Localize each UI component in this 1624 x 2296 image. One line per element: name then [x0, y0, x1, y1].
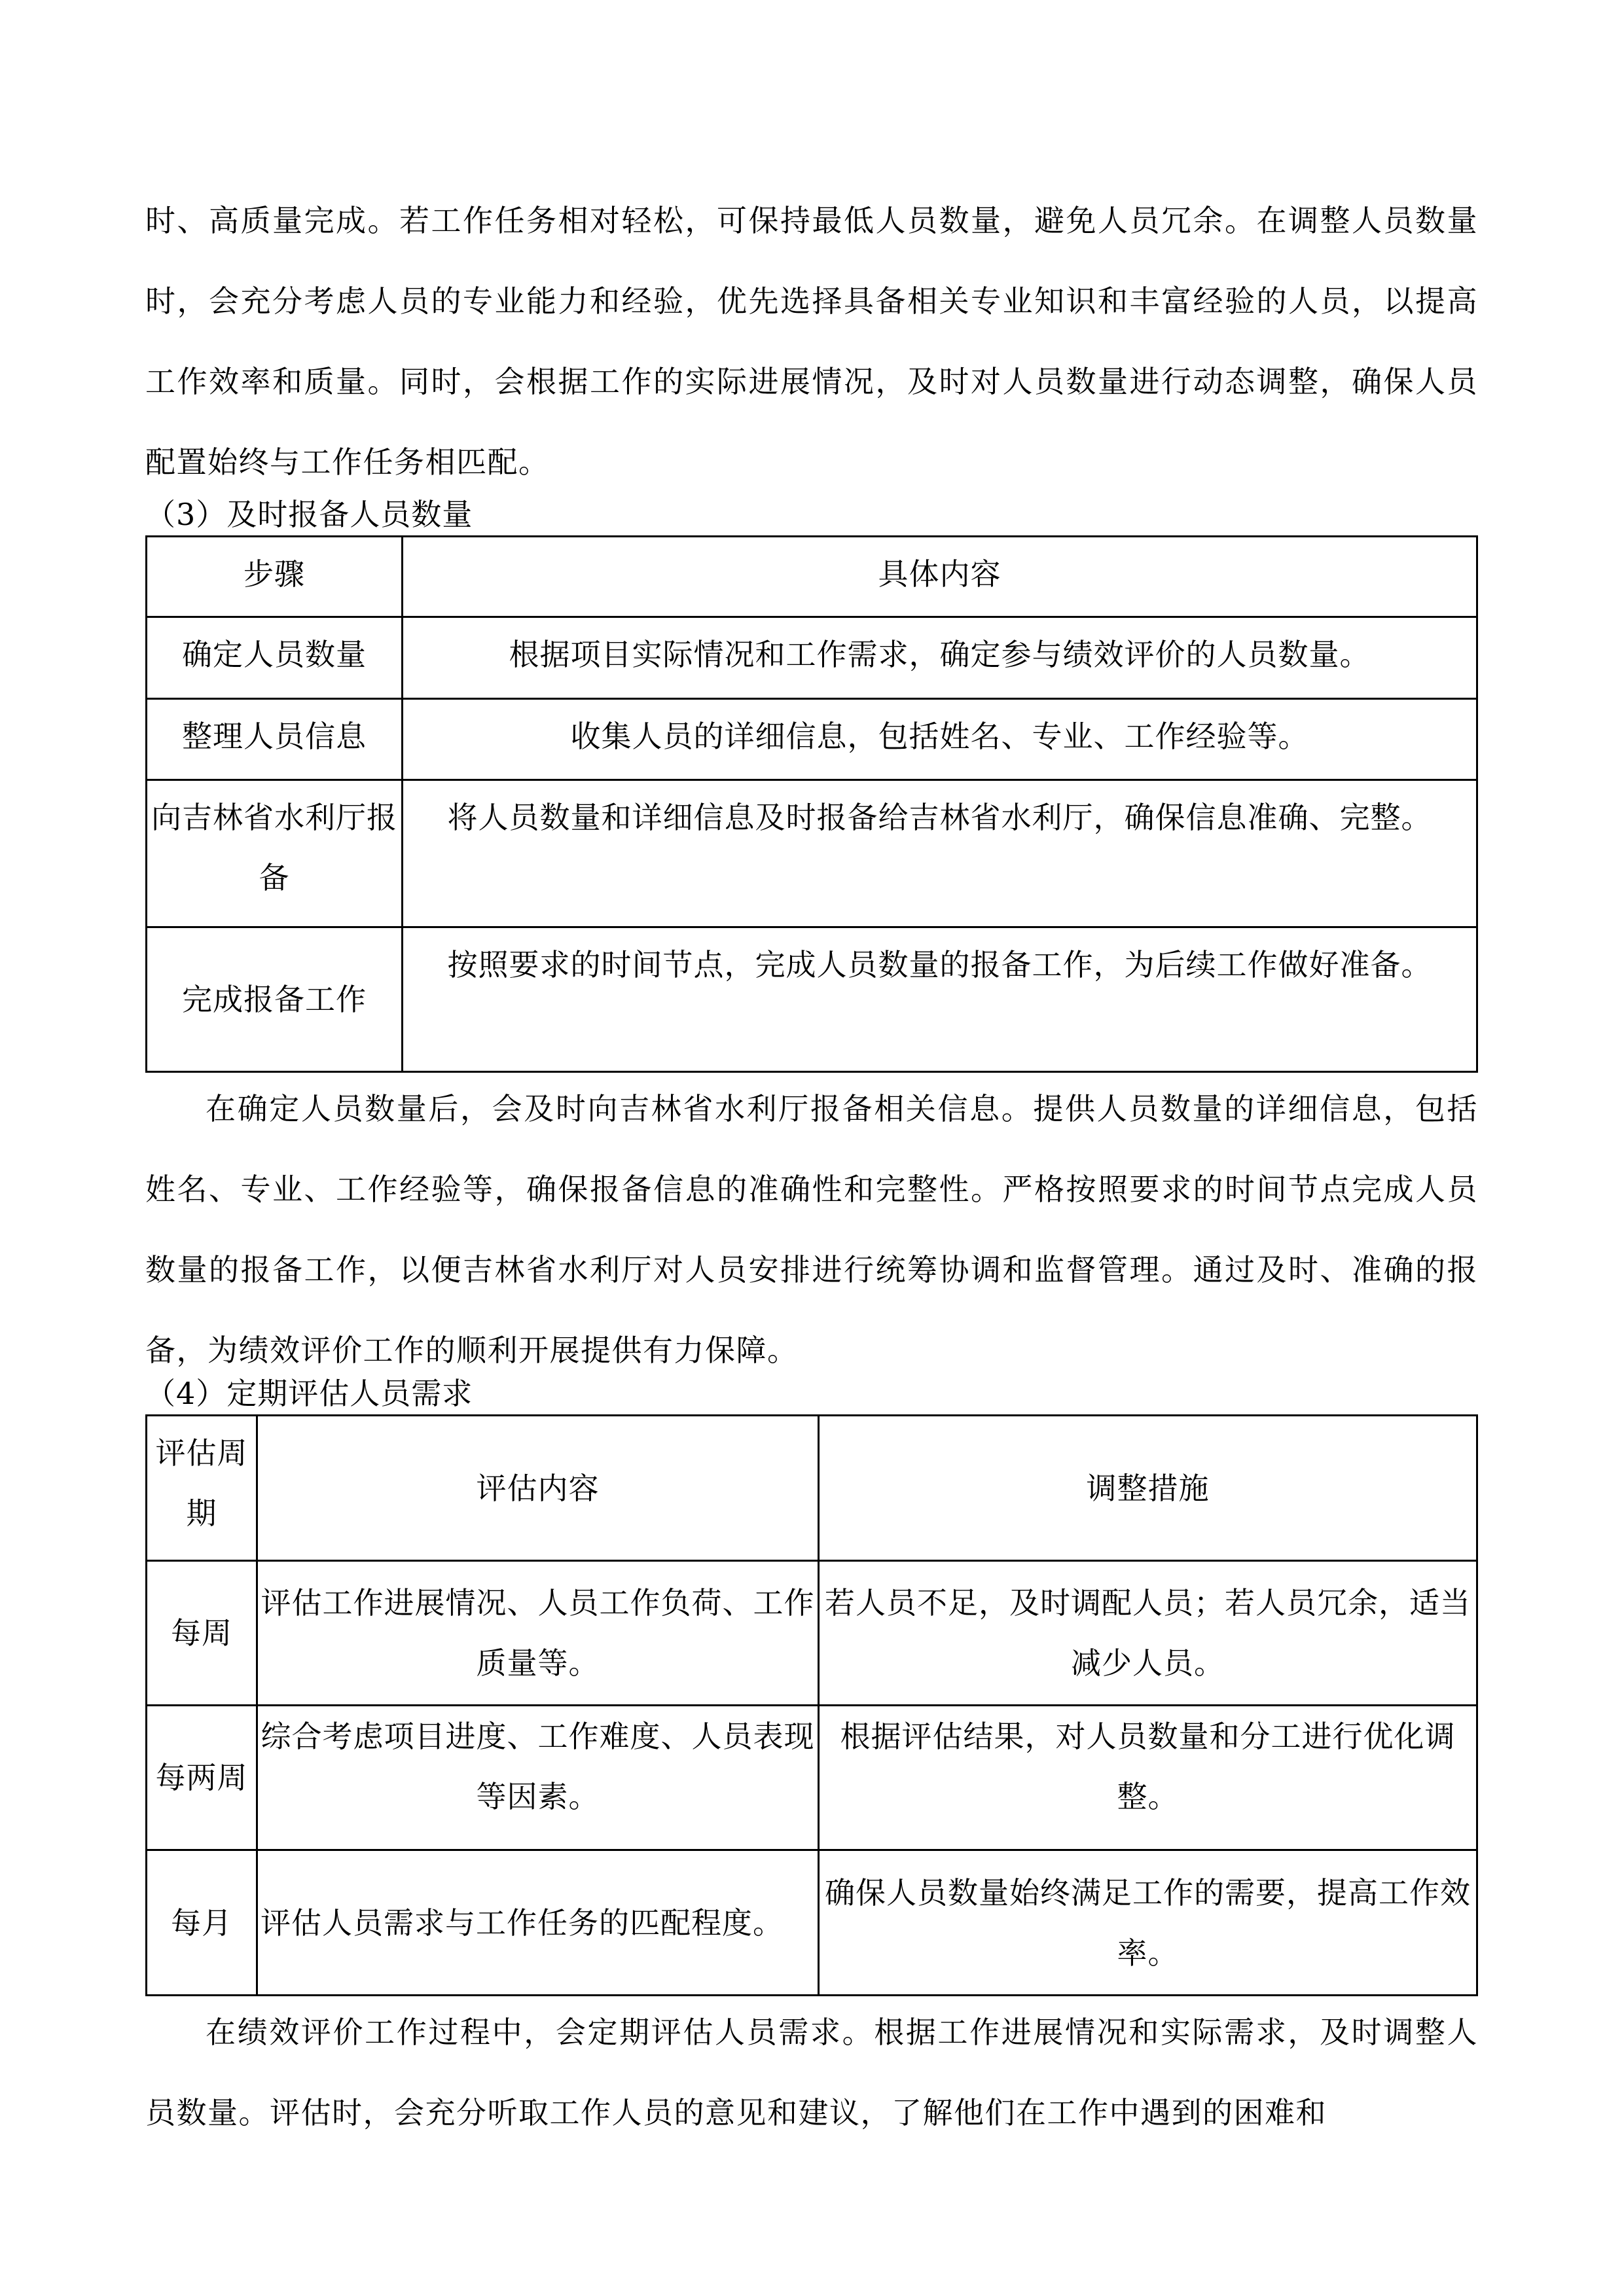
- table-row: [147, 699, 1477, 780]
- step-cell: 整理人员信息: [147, 699, 403, 780]
- period-cell: 每两周: [147, 1706, 257, 1850]
- period-cell: 每周: [147, 1561, 257, 1706]
- table-row: [147, 617, 1477, 699]
- content-cell: 将人员数量和详细信息及时报备给吉林省水利厅，确保信息准确、完整。: [403, 780, 1477, 927]
- period-cell: 每月: [147, 1850, 257, 1996]
- eval-content-cell: 评估人员需求与工作任务的匹配程度。: [257, 1850, 819, 1996]
- table-row: [147, 1850, 1477, 1996]
- table-header-row: [147, 1416, 1477, 1561]
- step-cell: 确定人员数量: [147, 617, 403, 699]
- document-page: [145, 181, 1478, 2153]
- header-content: 具体内容: [403, 537, 1477, 617]
- paragraph-staff-adjustment: 时、高质量完成。若工作任务相对轻松，可保持最低人员数量，避免人员冗余。在调整人员数量时，会充分考虑人员的专业能力和经验，优先选择具备相关专业知识和丰富经验的人员，以提高工作效率和质量。同时，会根据工作的实际进展情况，及时对人员数量进行动态调整，确保人员配置始终与工作任务相匹配。: [145, 203, 1478, 480]
- content-cell: 根据项目实际情况和工作需求，确定参与绩效评价的人员数量。: [403, 617, 1477, 699]
- step-cell: 完成报备工作: [147, 927, 403, 1072]
- evaluation-schedule-table: [145, 1414, 1478, 1996]
- header-eval-content: 评估内容: [257, 1416, 819, 1561]
- content-cell: 收集人员的详细信息，包括姓名、专业、工作经验等。: [403, 699, 1477, 780]
- report-steps-table: [145, 535, 1478, 1073]
- paragraph-report-details: 在确定人员数量后，会及时向吉林省水利厅报备相关信息。提供人员数量的详细信息，包括姓名、专业、工作经验等，确保报备信息的准确性和完整性。严格按照要求的时间节点完成人员数量的报备工作，以便吉林省水利厅对人员安排进行统筹协调和监督管理。通过及时、准确的报备，为绩效评价工作的顺利开展提供有力保障。: [145, 1091, 1478, 1368]
- header-adjustment: 调整措施: [819, 1416, 1477, 1561]
- paragraph-periodic-evaluation: 在绩效评价工作过程中，会定期评估人员需求。根据工作进展情况和实际需求，及时调整人员数量。评估时，会充分听取工作人员的意见和建议，了解他们在工作中遇到的困难和: [145, 2015, 1478, 2130]
- eval-content-cell: 综合考虑项目进度、工作难度、人员表现等因素。: [257, 1706, 819, 1850]
- step-cell: 向吉林省水利厅报备: [147, 780, 403, 927]
- header-step: 步骤: [147, 537, 403, 617]
- adjustment-cell: 确保人员数量始终满足工作的需要，提高工作效率。: [819, 1850, 1477, 1996]
- eval-content-cell: 评估工作进展情况、人员工作负荷、工作质量等。: [257, 1561, 819, 1706]
- content-cell: 按照要求的时间节点，完成人员数量的报备工作，为后续工作做好准备。: [403, 927, 1477, 1072]
- table-row: [147, 780, 1477, 927]
- section-heading-evaluate-needs: （4）定期评估人员需求: [145, 1376, 473, 1411]
- table-row: [147, 927, 1477, 1072]
- adjustment-cell: 若人员不足，及时调配人员；若人员冗余，适当减少人员。: [819, 1561, 1477, 1706]
- section-heading-report-staff: （3）及时报备人员数量: [145, 497, 473, 532]
- header-period: 评估周期: [147, 1416, 257, 1561]
- table-row: [147, 1561, 1477, 1706]
- table-header-row: [147, 537, 1477, 617]
- table-row: [147, 1706, 1477, 1850]
- adjustment-cell: 根据评估结果，对人员数量和分工进行优化调整。: [819, 1706, 1477, 1850]
